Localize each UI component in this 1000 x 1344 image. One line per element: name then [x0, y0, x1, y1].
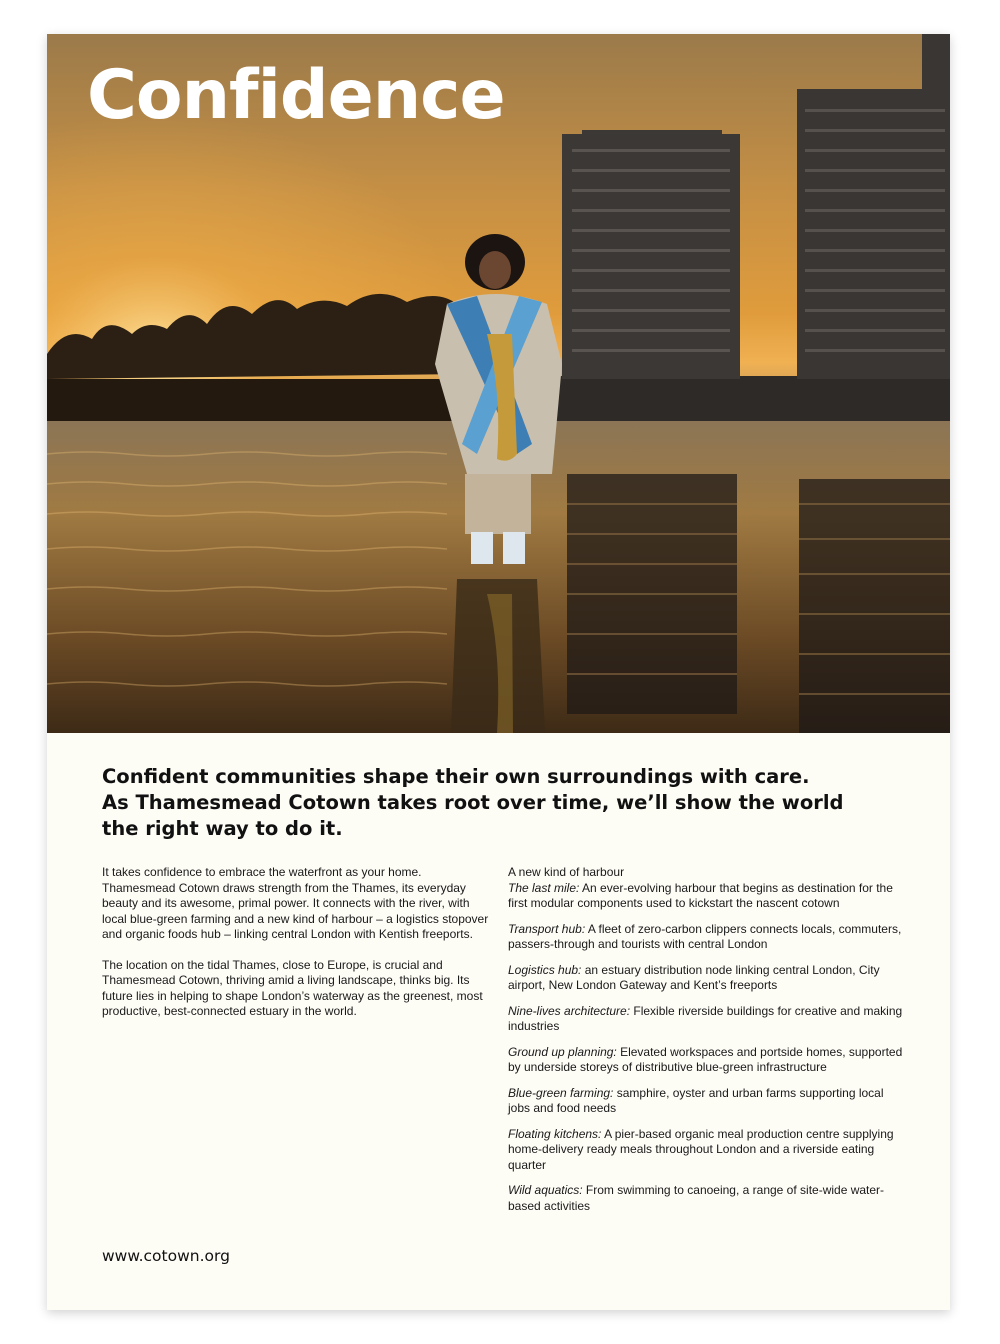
harbour-item — [508, 963, 903, 994]
harbour-item-term: Wild aquatics: — [508, 1183, 583, 1197]
harbour-item-text: Flexible riverside buildings for creative and making industries — [508, 1003, 903, 1033]
harbour-item-text: samphire, oyster and urban farms supporting local jobs and food needs — [508, 1085, 884, 1115]
harbour-item-term: Blue-green farming: — [508, 1085, 614, 1100]
harbour-item-text: A fleet of zero-carbon clippers connects locals, commuters, passers-through and tourists with central London — [508, 921, 902, 951]
harbour-heading: A new kind of harbour — [508, 865, 625, 879]
waterfront-scene — [47, 34, 950, 733]
harbour-item-term: The last mile: — [508, 880, 580, 895]
poster-sheet — [47, 34, 950, 1310]
harbour-item-text: From swimming to canoeing, a range of site-wide water-based activities — [508, 1183, 885, 1213]
harbour-item-text: an estuary distribution node linking central London, City airport, New London Gateway and Kent’s freeports — [508, 962, 880, 992]
headline-line: Confident communities shape their own surroundings with care. — [102, 765, 810, 788]
website-link[interactable]: www.cotown.org — [102, 1247, 230, 1265]
body-paragraph: The location on the tidal Thames, close to Europe, is crucial and Thamesmead Cotown, thriving amid a living landscape, thinks big. Its future lies in helping to shape London’s waterway as the greenest, most productive, best-connected estuary in the world. — [102, 957, 483, 1018]
harbour-item-term: Logistics hub: — [508, 962, 582, 977]
headline-line: As Thamesmead Cotown takes root over time, we’ll show the world — [102, 791, 844, 814]
harbour-item — [508, 1004, 903, 1035]
harbour-item — [508, 1127, 903, 1174]
headline — [102, 764, 882, 842]
harbour-item — [508, 1086, 903, 1117]
harbour-list — [508, 865, 903, 1224]
harbour-item-text: Elevated workspaces and portside homes, supported by underside storeys of distributive blue-green infrastructure — [508, 1044, 903, 1074]
harbour-item — [508, 922, 903, 953]
harbour-item-term: Nine-lives architecture: — [508, 1003, 631, 1018]
headline-line: the right way to do it. — [102, 817, 343, 840]
body-column — [102, 865, 492, 1035]
harbour-item-term: Ground up planning: — [508, 1044, 617, 1059]
harbour-item-text: An ever-evolving harbour that begins as destination for the first modular components used to kickstart the nascent cotown — [508, 880, 893, 910]
harbour-item — [508, 881, 903, 912]
harbour-item — [508, 1183, 903, 1214]
body-paragraph: It takes confidence to embrace the waterfront as your home. Thamesmead Cotown draws strength from the Thames, its everyday beauty and its awesome, primal power. It connects with the river, with local blue-green farming and a new kind of harbour – a logistics stopover and organic foods hub – linking central London with Kentish freeports. — [102, 865, 489, 941]
harbour-item-term: Transport hub: — [508, 921, 586, 936]
harbour-item — [508, 1045, 903, 1076]
harbour-item-text: A pier-based organic meal production centre supplying home-delivery ready meals throughout London and a riverside eating quarter — [508, 1126, 894, 1172]
hero-title: Confidence — [87, 56, 505, 135]
harbour-item-term: Floating kitchens: — [508, 1126, 602, 1141]
hero-photo — [47, 34, 950, 733]
